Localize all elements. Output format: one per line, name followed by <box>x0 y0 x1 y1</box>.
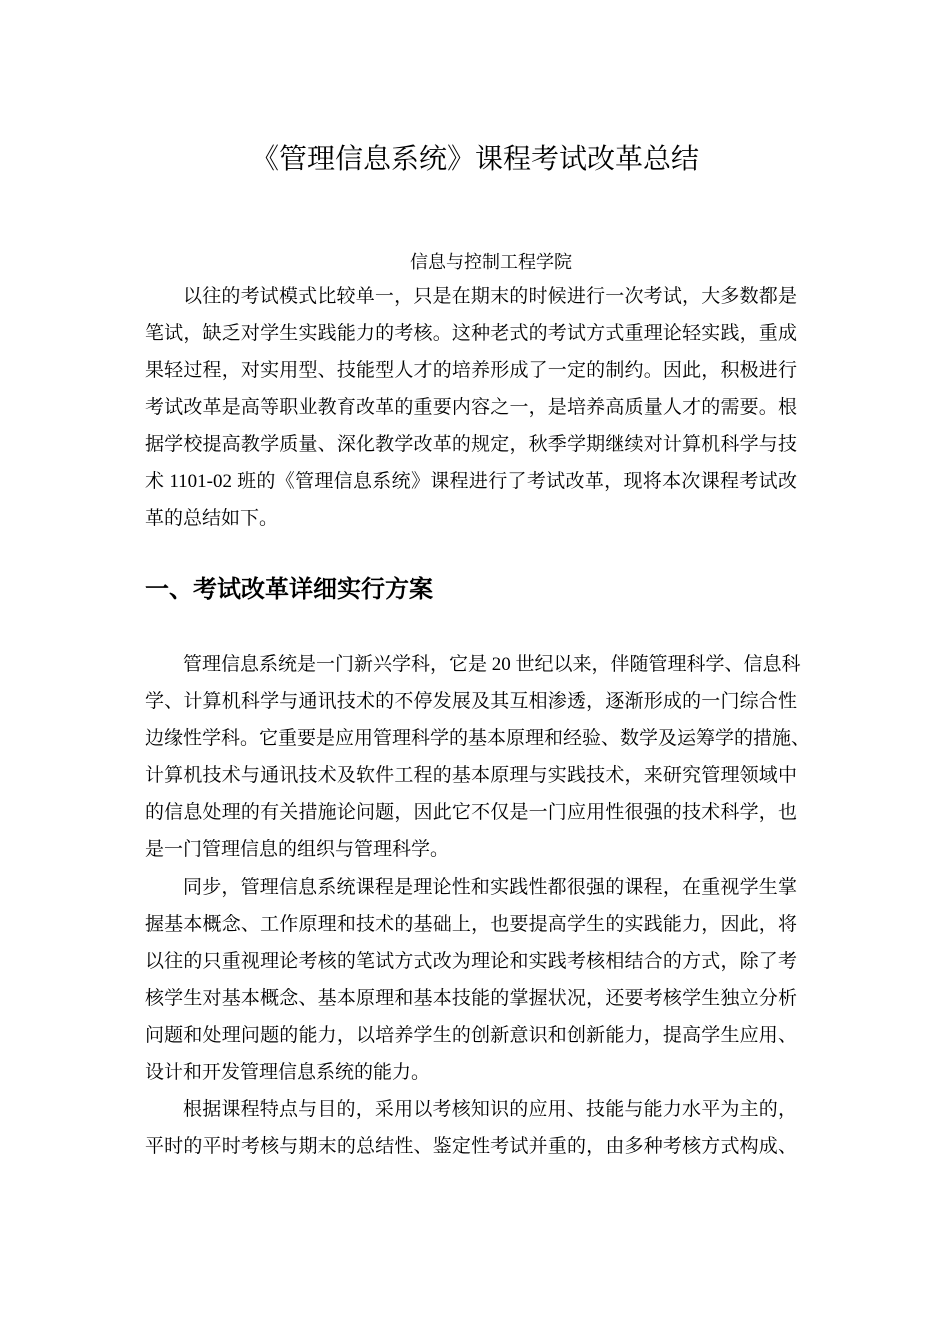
paragraph-reform-rationale <box>145 875 797 1097</box>
text-line: 学、计算机科学与通讯技术的不停发展及其互相渗透，逐渐形成的一门综合性 <box>145 691 797 712</box>
text-line: 是一门管理信息的组织与管理科学。 <box>145 839 450 860</box>
text-line: 革的总结如下。 <box>145 508 279 529</box>
text-line: 问题和处理问题的能力，以培养学生的创新意识和创新能力，提高学生应用、 <box>145 1025 797 1046</box>
text-line: 以往的只重视理论考核的笔试方式改为理论和实践考核相结合的方式，除了考 <box>145 951 797 972</box>
text-line: 边缘性学科。它重要是应用管理科学的基本原理和经验、数学及运筹学的措施、 <box>145 728 811 749</box>
text-line: 管理信息系统是一门新兴学科，它是 20 世纪以来，伴随管理科学、信息科 <box>183 654 801 675</box>
document-subtitle: 信息与控制工程学院 <box>410 252 572 272</box>
text-line: 核学生对基本概念、基本原理和基本技能的掌握状况，还要考核学生独立分析 <box>145 988 797 1009</box>
section-heading: 一、考试改革详细实行方案 <box>145 577 433 603</box>
paragraph-intro <box>145 284 797 543</box>
text-line: 计算机技术与通讯技术及软件工程的基本原理与实践技术，来研究管理领域中 <box>145 765 797 786</box>
text-line: 据学校提高教学质量、深化教学改革的规定，秋季学期继续对计算机科学与技 <box>145 434 797 455</box>
text-line: 平时的平时考核与期末的总结性、鉴定性考试并重的，由多种考核方式构成、 <box>145 1136 797 1157</box>
text-line: 同步，管理信息系统课程是理论性和实践性都很强的课程，在重视学生掌 <box>183 877 797 898</box>
text-line: 的信息处理的有关措施论问题，因此它不仅是一门应用性很强的技术科学，也 <box>145 802 797 823</box>
paragraph-course-background <box>145 652 811 874</box>
text-line: 术 1101-02 班的《管理信息系统》课程进行了考试改革，现将本次课程考试改 <box>145 471 797 492</box>
text-line: 笔试，缺乏对学生实践能力的考核。这种老式的考试方式重理论轻实践，重成 <box>145 323 797 344</box>
text-line: 考试改革是高等职业教育改革的重要内容之一，是培养高质量人才的需要。根 <box>145 397 797 418</box>
text-line: 握基本概念、工作原理和技术的基础上，也要提高学生的实践能力，因此，将 <box>145 914 797 935</box>
document-title: 《管理信息系统》课程考试改革总结 <box>250 144 699 175</box>
text-line: 设计和开发管理信息系统的能力。 <box>145 1062 431 1083</box>
paragraph-assessment-method <box>145 1097 797 1171</box>
text-line: 果轻过程，对实用型、技能型人才的培养形成了一定的制约。因此，积极进行 <box>145 360 797 381</box>
text-line: 根据课程特点与目的，采用以考核知识的应用、技能与能力水平为主的， <box>183 1099 797 1120</box>
text-line: 以往的考试模式比较单一，只是在期末的时候进行一次考试，大多数都是 <box>183 286 797 307</box>
